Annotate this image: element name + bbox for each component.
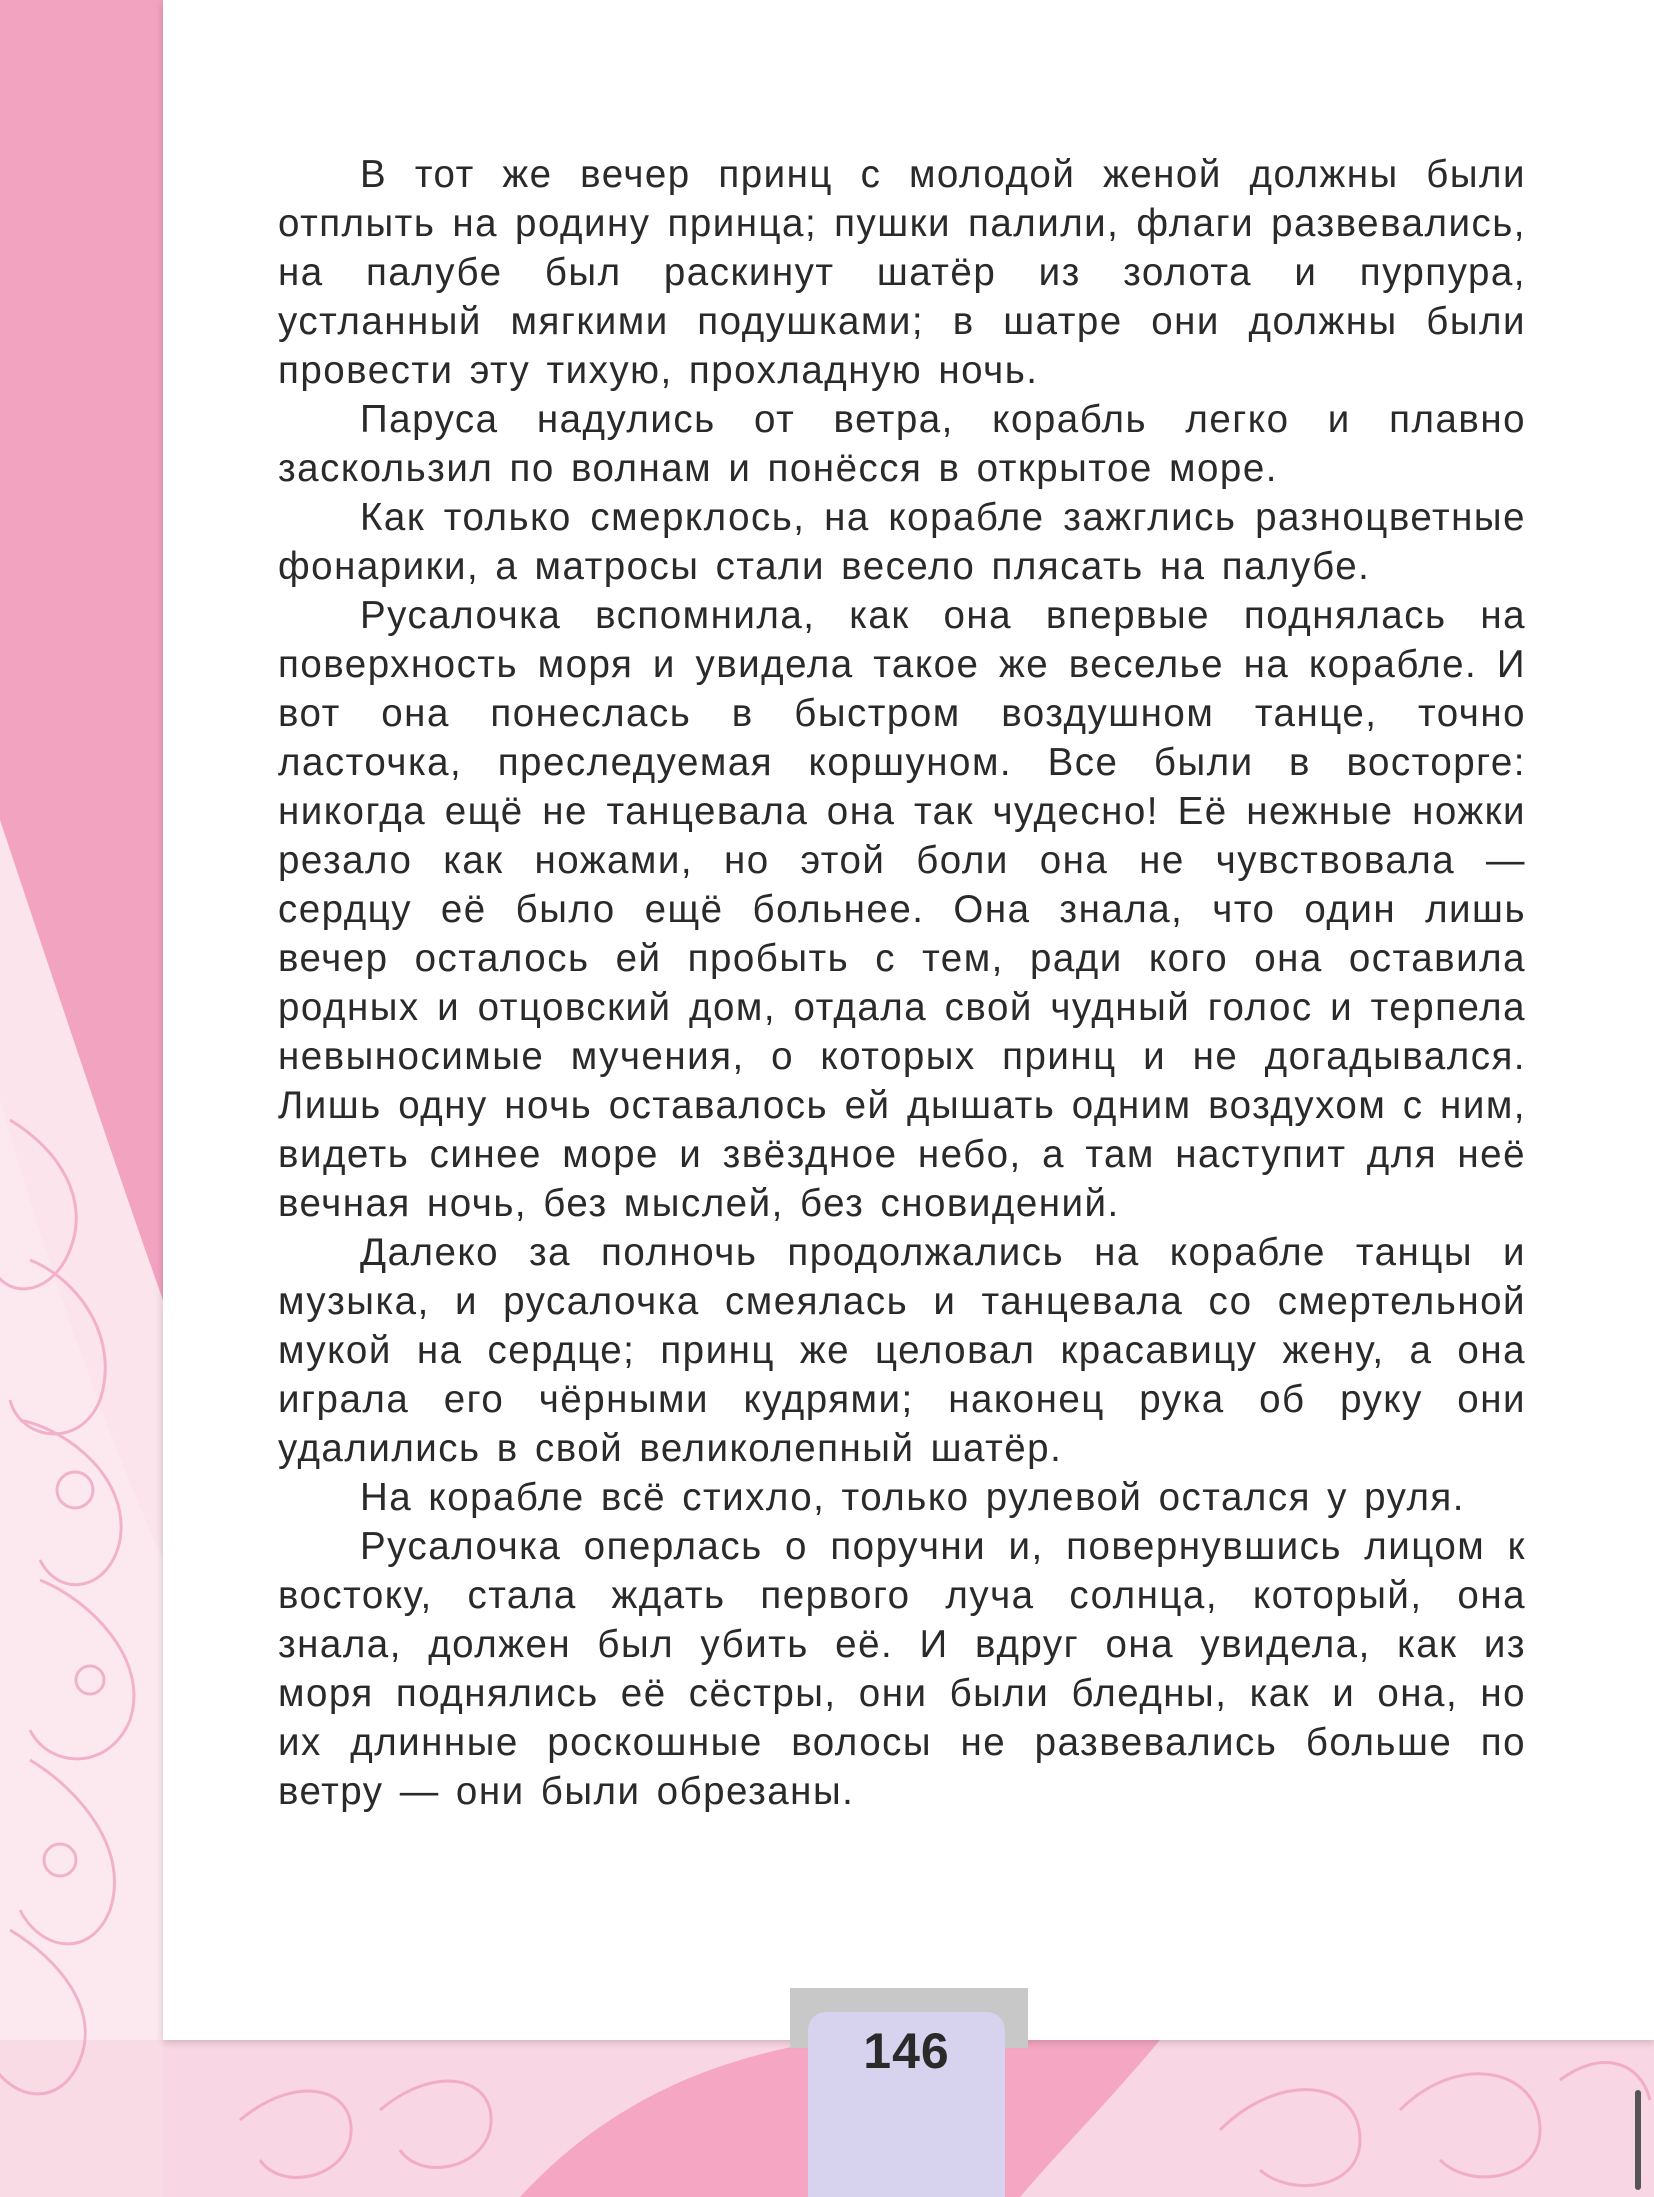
scrollbar-thumb[interactable] [1635,2090,1641,2190]
paragraph-4: Русалочка вспомнила, как она впервые поднялась на поверхность моря и увидела такое же веселье на корабле. И вот она понеслась в быстром воздушном танце, точно ласточка, преследуемая коршуном. Все были в восторге: никогда ещё не танцевала она так чудесно! Её нежные ножки резало как ножами, но этой боли она не чувствовала — сердцу её было ещё больнее. Она знала, что один лишь вечер осталось ей пробыть с тем, ради кого она оставила родных и отцовский дом, отдала свой чудный голос и терпела невыносимые мучения, о которых принц и не догадывался. Лишь одну ночь оставалось ей дышать одним воздухом с ним, видеть синее море и звёздное небо, а там наступит для неё вечная ночь, без мыслей, без сновидений. [278,594,1526,1225]
paragraph-6: На корабле всё стихло, только рулевой остался у руля. [360,1476,1465,1519]
story-text [278,150,1526,1816]
paragraph-3: Как только смерклось, на корабле зажглись разноцветные фонарики, а матросы стали весело плясать на палубе. [278,496,1526,588]
paragraph-5: Далеко за полночь продолжались на корабле танцы и музыка, и русалочка смеялась и танцевала со смертельной мукой на сердце; принц же целовал красавицу жену, а она играла его чёрными кудрями; наконец рука об руку они удалились в свой великолепный шатёр. [278,1231,1526,1470]
paragraph-1: В тот же вечер принц с молодой женой должны были отплыть на родину принца; пушки палили, флаги развевались, на палубе был раскинут шатёр из золота и пурпура, устланный мягкими подушками; в шатре они должны были провести эту тихую, прохладную ночь. [278,153,1526,392]
paragraph-7: Русалочка оперлась о поручни и, повернувшись лицом к востоку, стала ждать первого луча солнца, который, она знала, должен был убить её. И вдруг она увидела, как из моря поднялись её сёстры, они были бледны, как и она, но их длинные роскошные волосы не развевались больше по ветру — они были обрезаны. [278,1525,1526,1813]
page-number: 146 [863,2023,950,2079]
paragraph-2: Паруса надулись от ветра, корабль легко и плавно заскользил по волнам и понёсся в открытое море. [278,398,1526,490]
